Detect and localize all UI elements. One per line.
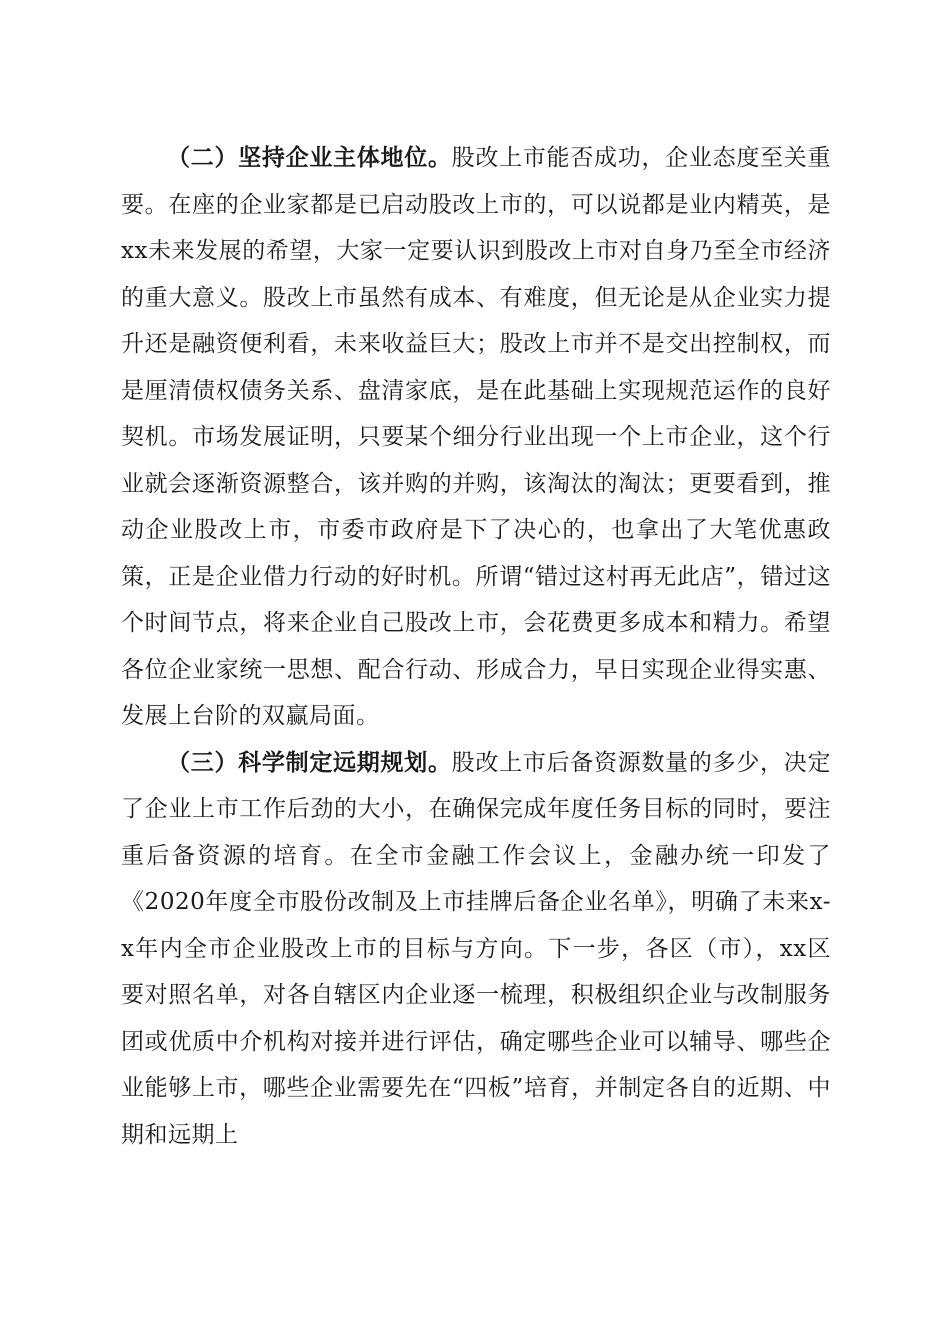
- document-body: [121, 135, 831, 1158]
- section-2-body: 股改上市能否成功，企业态度至关重要。在座的企业家都是已启动股改上市的，可以说都是业内精英，是xx未来发展的希望，大家一定要认识到股改上市对自身乃至全市经济的重大意义。股改上市虽然有成本、有难度，但无论是从企业实力提升还是融资便利看，未来收益巨大；股改上市并不是交出控制权，而是厘清债权债务关系、盘清家底，是在此基础上实现规范运作的良好契机。市场发展证明，只要某个细分行业出现一个上市企业，这个行业就会逐渐资源整合，该并购的并购，该淘汰的淘汰；更要看到，推动企业股改上市，市委市政府是下了决心的，也拿出了大笔优惠政策，正是企业借力行动的好时机。所谓“错过这村再无此店”，错过这个时间节点，将来企业自己股改上市，会花费更多成本和精力。希望各位企业家统一思想、配合行动、形成合力，早日实现企业得实惠、发展上台阶的双赢局面。: [121, 145, 832, 729]
- paragraph-section-3: [121, 740, 831, 1159]
- section-3-body: 股改上市后备资源数量的多少，决定了企业上市工作后劲的大小，在确保完成年度任务目标的同时，要注重后备资源的培育。在全市金融工作会议上，金融办统一印发了《2020年度全市股份改制及上市挂牌后备企业名单》，明确了未来x-x年内全市企业股改上市的目标与方向。下一步，各区（市），xx区要对照名单，对各自辖区内企业逐一梳理，积极组织企业与改制服务团或优质中介机构对接并进行评估，确定哪些企业可以辅导、哪些企业能够上市，哪些企业需要先在“四板”培育，并制定各自的近期、中期和远期上: [121, 749, 832, 1148]
- paragraph-section-2: [121, 135, 831, 740]
- section-2-heading: （二）坚持企业主体地位。: [167, 145, 452, 171]
- section-3-heading: （三）科学制定远期规划。: [167, 749, 452, 776]
